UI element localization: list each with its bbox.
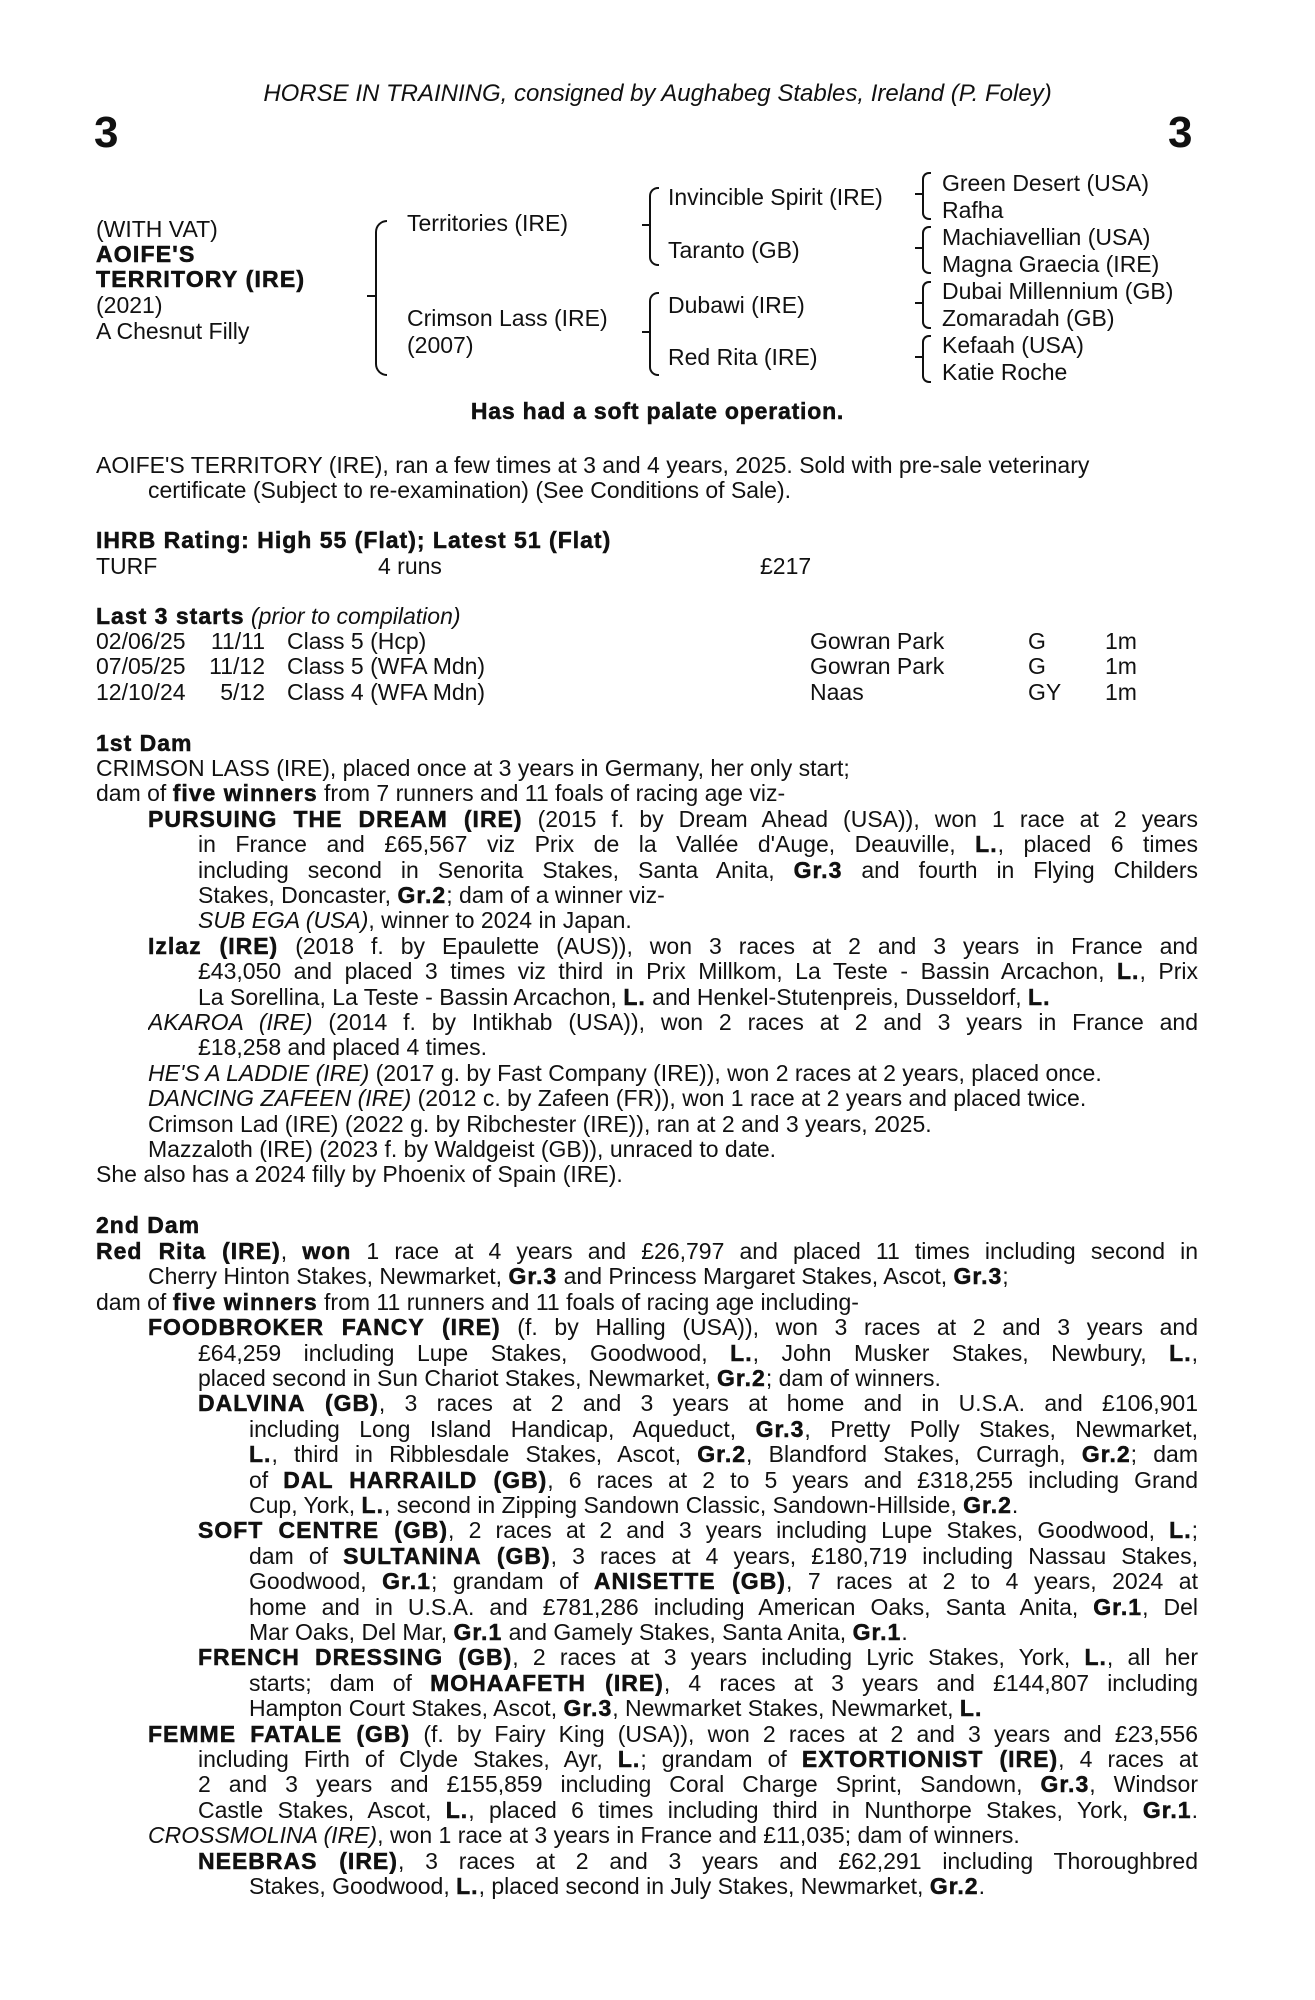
emphasis-italic: AKAROA (IRE) xyxy=(148,1009,313,1035)
emphasis-bold: L. xyxy=(456,1873,479,1899)
text-run: Mazzaloth (IRE) (2023 f. by Waldgeist (GB)), unraced to date. xyxy=(148,1136,777,1162)
text-run: Cherry Hinton Stakes, Newmarket, xyxy=(148,1263,509,1290)
text-run: from 11 runners and 11 foals of racing age including- xyxy=(317,1288,859,1315)
gen3-ancestor: Machiavellian (USA) xyxy=(942,224,1151,250)
pedigree-text-line xyxy=(148,1009,1198,1035)
last-starts-heading xyxy=(96,603,461,630)
consignment-header: HORSE IN TRAINING, consigned by Aughabeg Stables, Ireland (P. Foley) xyxy=(263,80,1052,107)
horse-name-line2: TERRITORY (IRE) xyxy=(96,266,306,292)
sire-line-bracket xyxy=(649,187,659,266)
text-run: £18,258 and placed 4 times. xyxy=(198,1034,487,1061)
gen3-ancestor: Rafha xyxy=(942,197,1004,223)
start-race: Class 4 (WFA Mdn) xyxy=(287,678,486,705)
text-run: La Sorellina, La Teste - Bassin Arcachon, xyxy=(198,983,624,1010)
lot-number-right: 3 xyxy=(1168,108,1193,157)
start-position: 5/12 xyxy=(220,678,265,705)
text-run: ; dam xyxy=(1130,1441,1198,1468)
start-going: G xyxy=(1028,653,1046,680)
emphasis-bold: L. xyxy=(617,1746,641,1772)
pedigree-text-line xyxy=(148,1263,1009,1290)
text-run: 2 and 3 years and £155,859 including Coral Charge Sprint, Sandown, xyxy=(198,1771,1041,1798)
text-run: in France and £65,567 viz Prix de la Vallée d'Auge, Deauville, xyxy=(198,831,976,858)
text-run: and fourth in Flying Childers xyxy=(842,856,1198,883)
text-run: ; xyxy=(1002,1263,1009,1290)
emphasis-bold: Gr.1 xyxy=(453,1619,503,1645)
rating-earnings: £217 xyxy=(760,553,812,579)
text-run: (2015 f. by Dream Ahead (USA)), won 1 race at 2 years xyxy=(522,805,1198,832)
rating-runs: 4 runs xyxy=(378,553,442,579)
emphasis-italic: SUB EGA (USA) xyxy=(198,907,369,934)
sire: Territories (IRE) xyxy=(407,210,569,236)
text-run: , 2 races at 2 and 3 years including Lupe Stakes, Goodwood, xyxy=(448,1517,1170,1544)
text-run: , 3 races at 4 years, £180,719 including Nassau Stakes, xyxy=(550,1542,1198,1569)
pedigree-text-line xyxy=(96,1238,1198,1264)
emphasis-bold: Gr.1 xyxy=(852,1619,902,1645)
second-dam-heading: 2nd Dam xyxy=(96,1212,201,1238)
foaling-year: (2021) xyxy=(96,292,163,318)
soft-palate-note: Has had a soft palate operation. xyxy=(470,398,845,424)
emphasis-bold: won xyxy=(302,1238,352,1264)
emphasis-italic: CROSSMOLINA (IRE) xyxy=(148,1822,378,1849)
text-run: including second in Senorita Stakes, Santa Anita, xyxy=(198,856,794,883)
pedigree-text-line xyxy=(148,933,1198,959)
emphasis-italic: DANCING ZAFEEN (IRE) xyxy=(148,1085,412,1112)
pedigree-text-line xyxy=(198,1517,1198,1543)
emphasis-bold: L. xyxy=(959,1695,983,1722)
emphasis-bold: Gr.3 xyxy=(1040,1771,1090,1798)
gen3-bracket-1-tip xyxy=(915,193,922,195)
dam-line-bracket xyxy=(649,292,659,376)
dam-sire: Dubawi (IRE) xyxy=(668,292,805,318)
emphasis-bold: Gr.1 xyxy=(1093,1593,1143,1620)
text-run: , Windsor xyxy=(1089,1771,1198,1798)
pedigree-text-line xyxy=(198,907,632,934)
text-run: (f. by Halling (USA)), won 3 races at 2 and 3 years and xyxy=(500,1314,1198,1341)
emphasis-bold: Gr.3 xyxy=(793,856,843,883)
gen3-ancestor: Kefaah (USA) xyxy=(942,332,1084,358)
start-race: Class 5 (Hcp) xyxy=(287,628,427,654)
emphasis-bold: NEEBRAS (IRE) xyxy=(198,1847,398,1874)
text-run: £64,259 including Lupe Stakes, Goodwood, xyxy=(198,1339,731,1366)
vat-label: (WITH VAT) xyxy=(96,216,218,242)
text-run: , 4 races at xyxy=(1058,1746,1198,1772)
pedigree-text-line xyxy=(96,780,785,807)
emphasis-bold: Gr.3 xyxy=(508,1263,558,1290)
text-run: of xyxy=(249,1466,284,1493)
start-going: GY xyxy=(1028,678,1062,705)
text-run: ; grandam of xyxy=(430,1568,594,1595)
pedigree-text-line xyxy=(198,1848,1198,1874)
emphasis-bold: PURSUING THE DREAM (IRE) xyxy=(148,805,523,832)
pedigree-text-line xyxy=(198,1644,1198,1670)
emphasis-bold: Gr.3 xyxy=(563,1695,613,1722)
emphasis-bold: L. xyxy=(1169,1517,1192,1544)
emphasis-bold: L. xyxy=(1169,1339,1192,1366)
text-run: , all her xyxy=(1106,1644,1198,1671)
text-run: and Henkel-Stutenpreis, Dusseldorf, xyxy=(645,983,1029,1010)
pedigree-text-line xyxy=(96,755,850,782)
text-run: , 7 races at 2 to 4 years, 2024 at xyxy=(785,1568,1198,1595)
pedigree-text-line xyxy=(198,1340,1198,1366)
text-run: (2012 c. by Zafeen (FR)), won 1 race at 2 years and placed twice. xyxy=(411,1085,1087,1112)
pedigree-text-line xyxy=(148,1721,1198,1747)
text-run: , Pretty Polly Stakes, Newmarket, xyxy=(804,1415,1198,1442)
gen3-bracket-2 xyxy=(922,226,931,274)
text-run: , Prix xyxy=(1139,958,1198,985)
pedigree-text-line xyxy=(96,1161,623,1188)
text-run: (2014 f. by Intikhab (USA)), won 2 races at 2 and 3 years in France and xyxy=(312,1009,1198,1035)
sire-sire: Invincible Spirit (IRE) xyxy=(668,184,883,210)
lot-number-left: 3 xyxy=(94,108,119,157)
start-position: 11/12 xyxy=(209,653,265,680)
emphasis-bold: FRENCH DRESSING (GB) xyxy=(198,1644,513,1671)
emphasis-bold: five winners xyxy=(172,1288,318,1315)
text-run: , 2 races at 3 years including Lyric Stakes, York, xyxy=(512,1644,1085,1671)
text-run: , third in Ribblesdale Stakes, Ascot, xyxy=(271,1441,698,1468)
text-run: , placed second in July Stakes, Newmarket, xyxy=(478,1873,930,1899)
emphasis-bold: EXTORTIONIST (IRE) xyxy=(801,1746,1059,1772)
gen3-ancestor: Katie Roche xyxy=(942,359,1068,385)
text-run: starts; dam of xyxy=(249,1669,431,1696)
dam-dam: Red Rita (IRE) xyxy=(668,344,818,370)
emphasis-bold: Gr.2 xyxy=(717,1365,766,1391)
pedigree-text-line xyxy=(148,806,1198,832)
text-run: , 6 races at 2 to 5 years and £318,255 including Grand xyxy=(547,1466,1198,1493)
pedigree-bracket-main xyxy=(375,220,387,376)
pedigree-text-line xyxy=(249,1619,908,1646)
pedigree-text-line xyxy=(198,831,1198,857)
emphasis-bold: Gr.2 xyxy=(929,1873,979,1899)
text-run: home and in U.S.A. and £781,286 including American Oaks, Santa Anita, xyxy=(249,1593,1094,1620)
text-run: CRIMSON LASS (IRE), placed once at 3 years in Germany, her only start; xyxy=(96,755,850,781)
emphasis-bold: L. xyxy=(1084,1644,1107,1671)
horse-description: A Chesnut Filly xyxy=(96,318,250,344)
text-run: Cup, York, xyxy=(249,1492,362,1518)
pedigree-text-line xyxy=(198,984,1051,1011)
emphasis-bold: Gr.1 xyxy=(382,1568,431,1595)
start-distance: 1m xyxy=(1105,653,1137,680)
dam-line-bracket-tip xyxy=(642,331,649,333)
pedigree-text-line xyxy=(198,857,1198,883)
emphasis-bold: L. xyxy=(975,831,998,858)
sire-dam: Taranto (GB) xyxy=(668,237,800,263)
text-run: and Princess Margaret Stakes, Ascot, xyxy=(557,1263,954,1290)
emphasis-bold: MOHAAFETH (IRE) xyxy=(430,1669,664,1696)
text-run: including Firth of Clyde Stakes, Ayr, xyxy=(198,1746,618,1772)
text-run: , 3 races at 2 and 3 years at home and in U.S.A. and £106,901 xyxy=(378,1390,1198,1417)
emphasis-bold: SULTANINA (GB) xyxy=(343,1542,551,1569)
emphasis-bold: Gr.3 xyxy=(755,1415,805,1442)
text-run: (2017 g. by Fast Company (IRE)), won 2 races at 2 years, placed once. xyxy=(369,1059,1102,1086)
text-run: , won 1 race at 3 years in France and £11,035; dam of winners. xyxy=(377,1822,1020,1849)
emphasis-bold: Gr.2 xyxy=(1081,1441,1131,1468)
start-course: Gowran Park xyxy=(810,628,945,654)
text-run: . xyxy=(901,1619,908,1645)
pedigree-text-line xyxy=(249,1594,1198,1620)
pedigree-text-line xyxy=(249,1543,1198,1569)
emphasis-bold: Red Rita (IRE) xyxy=(96,1238,281,1264)
pedigree-text-line xyxy=(148,1060,1102,1087)
start-going: G xyxy=(1028,628,1046,654)
text-run: , winner to 2024 in Japan. xyxy=(368,907,632,934)
pedigree-text-line xyxy=(148,1822,1020,1849)
pedigree-text-line xyxy=(249,1441,1198,1467)
gen3-bracket-4 xyxy=(922,335,931,383)
gen3-ancestor: Green Desert (USA) xyxy=(942,170,1150,196)
pedigree-text-line xyxy=(198,1034,487,1061)
start-course: Naas xyxy=(810,678,864,705)
text-run: Castle Stakes, Ascot, xyxy=(198,1796,446,1823)
emphasis-bold: SOFT CENTRE (GB) xyxy=(198,1517,449,1544)
gen3-ancestor: Zomaradah (GB) xyxy=(942,305,1115,331)
text-run: dam of xyxy=(96,1288,173,1315)
text-run: , placed 6 times including third in Nunthorpe Stakes, York, xyxy=(468,1796,1143,1823)
text-run: , placed 6 times xyxy=(997,831,1198,858)
last-starts-title: Last 3 starts xyxy=(96,603,245,629)
dam: Crimson Lass (IRE) xyxy=(407,305,608,331)
emphasis-italic: HE'S A LADDIE (IRE) xyxy=(148,1059,370,1086)
emphasis-bold: L. xyxy=(1028,983,1051,1010)
pedigree-text-line xyxy=(249,1873,985,1900)
pedigree-text-line xyxy=(249,1695,982,1722)
emphasis-bold: L. xyxy=(361,1492,384,1518)
pedigree-text-line xyxy=(148,1314,1198,1340)
start-date: 07/05/25 xyxy=(96,653,186,680)
text-run: Goodwood, xyxy=(249,1568,383,1595)
emphasis-bold: DAL HARRAILD (GB) xyxy=(283,1466,548,1493)
emphasis-bold: Gr.2 xyxy=(963,1492,1012,1518)
pedigree-text-line xyxy=(198,1771,1198,1797)
summary-line-1: AOIFE'S TERRITORY (IRE), ran a few times at 3 and 4 years, 2025. Sold with pre-sale veterinary xyxy=(96,452,1090,478)
text-run: . xyxy=(978,1873,985,1899)
pedigree-bracket-main-tip xyxy=(367,295,375,297)
sire-line-bracket-tip xyxy=(642,224,649,226)
dam-year: (2007) xyxy=(407,332,474,358)
pedigree-text-line xyxy=(198,1365,941,1392)
emphasis-bold: L. xyxy=(445,1796,469,1823)
emphasis-bold: L. xyxy=(249,1441,272,1468)
gen3-bracket-3 xyxy=(922,281,931,329)
emphasis-bold: Gr.2 xyxy=(397,882,447,908)
emphasis-bold: Gr.3 xyxy=(953,1263,1003,1290)
emphasis-bold: L. xyxy=(1117,958,1140,985)
text-run: from 7 runners and 11 foals of racing age viz- xyxy=(317,780,786,807)
text-run: , John Musker Stakes, Newbury, xyxy=(752,1339,1170,1366)
pedigree-text-line xyxy=(148,1136,776,1163)
horse-name-line1: AOIFE'S xyxy=(96,241,196,267)
last-starts-subtitle: (prior to compilation) xyxy=(250,603,461,629)
emphasis-bold: five winners xyxy=(172,780,318,807)
text-run: and Gamely Stakes, Santa Anita, xyxy=(502,1619,853,1645)
start-date: 02/06/25 xyxy=(96,628,186,654)
pedigree-text-line xyxy=(198,1390,1198,1416)
text-run: She also has a 2024 filly by Phoenix of Spain (IRE). xyxy=(96,1161,623,1188)
ihrb-rating-title: IHRB Rating: High 55 (Flat); Latest 51 (Flat) xyxy=(96,527,612,553)
text-run: ; dam of a winner viz- xyxy=(446,882,665,908)
pedigree-text-line xyxy=(249,1568,1198,1594)
pedigree-text-line xyxy=(198,882,665,909)
pedigree-text-line xyxy=(96,1289,859,1316)
pedigree-text-line xyxy=(249,1416,1198,1442)
summary-line-2: certificate (Subject to re-examination) (See Conditions of Sale). xyxy=(148,477,792,503)
text-run: £43,050 and placed 3 times viz third in Prix Millkom, La Teste - Bassin Arcachon, xyxy=(198,958,1117,985)
emphasis-bold: ANISETTE (GB) xyxy=(593,1568,786,1595)
text-run: Hampton Court Stakes, Ascot, xyxy=(249,1695,564,1722)
text-run: (2018 f. by Epaulette (AUS)), won 3 races at 2 and 3 years in France and xyxy=(278,932,1198,959)
emphasis-bold: FOODBROKER FANCY (IRE) xyxy=(148,1314,501,1341)
pedigree-text-line xyxy=(249,1670,1198,1696)
text-run: 1 race at 4 years and £26,797 and placed 11 times including second in xyxy=(351,1238,1198,1264)
pedigree-text-line xyxy=(198,958,1198,984)
text-run: , second in Zipping Sandown Classic, Sandown-Hillside, xyxy=(383,1492,964,1518)
start-distance: 1m xyxy=(1105,678,1137,705)
text-run: , 3 races at 2 and 3 years and £62,291 including Thoroughbred xyxy=(397,1847,1198,1874)
text-run: ; grandam of xyxy=(640,1746,802,1772)
text-run: , 4 races at 3 years and £144,807 including xyxy=(663,1669,1198,1696)
text-run: , Blandford Stakes, Curragh, xyxy=(746,1441,1082,1468)
text-run: Stakes, Doncaster, xyxy=(198,882,398,908)
pedigree-text-line xyxy=(148,1111,932,1138)
pedigree-text-line xyxy=(249,1492,1018,1519)
start-distance: 1m xyxy=(1105,628,1137,654)
text-run: Stakes, Goodwood, xyxy=(249,1873,457,1899)
emphasis-bold: Gr.2 xyxy=(697,1441,747,1468)
gen3-ancestor: Magna Graecia (IRE) xyxy=(942,251,1160,277)
emphasis-bold: Gr.1 xyxy=(1142,1796,1192,1823)
text-run: , Newmarket Stakes, Newmarket, xyxy=(612,1695,960,1722)
first-dam-heading: 1st Dam xyxy=(96,730,193,756)
text-run: dam of xyxy=(96,780,173,807)
text-run: including Long Island Handicap, Aqueduct, xyxy=(249,1415,756,1442)
text-run: (f. by Fairy King (USA)), won 2 races at 2 and 3 years and £23,556 xyxy=(410,1720,1198,1747)
text-run: . xyxy=(1011,1492,1019,1518)
rating-surface: TURF xyxy=(96,553,158,579)
text-run: ; dam of winners. xyxy=(765,1365,941,1391)
emphasis-bold: Izlaz (IRE) xyxy=(148,932,279,959)
gen3-bracket-4-tip xyxy=(915,356,922,358)
gen3-bracket-2-tip xyxy=(915,247,922,249)
gen3-ancestor: Dubai Millennium (GB) xyxy=(942,278,1174,304)
text-run: Crimson Lad (IRE) (2022 g. by Ribchester (IRE)), ran at 2 and 3 years, 2025. xyxy=(148,1110,932,1137)
pedigree-text-line xyxy=(198,1797,1198,1823)
emphasis-bold: DALVINA (GB) xyxy=(198,1390,379,1417)
text-run: placed second in Sun Chariot Stakes, Newmarket, xyxy=(198,1365,718,1391)
gen3-bracket-3-tip xyxy=(915,302,922,304)
pedigree-text-line xyxy=(249,1467,1198,1493)
pedigree-text-line xyxy=(198,1746,1198,1772)
gen3-bracket-1 xyxy=(922,172,931,220)
text-run: . xyxy=(1191,1796,1198,1823)
text-run: Mar Oaks, Del Mar, xyxy=(249,1619,454,1645)
text-run: dam of xyxy=(249,1542,344,1569)
emphasis-bold: FEMME FATALE (GB) xyxy=(148,1720,411,1747)
text-run: ; xyxy=(1191,1517,1198,1544)
emphasis-bold: L. xyxy=(730,1339,753,1366)
emphasis-bold: L. xyxy=(623,983,646,1010)
text-run: , xyxy=(1191,1339,1198,1366)
start-race: Class 5 (WFA Mdn) xyxy=(287,653,486,680)
start-course: Gowran Park xyxy=(810,653,945,680)
text-run: , xyxy=(280,1238,303,1264)
start-date: 12/10/24 xyxy=(96,678,186,705)
pedigree-text-line xyxy=(148,1085,1086,1112)
text-run: , Del xyxy=(1142,1593,1198,1620)
start-position: 11/11 xyxy=(210,628,265,654)
